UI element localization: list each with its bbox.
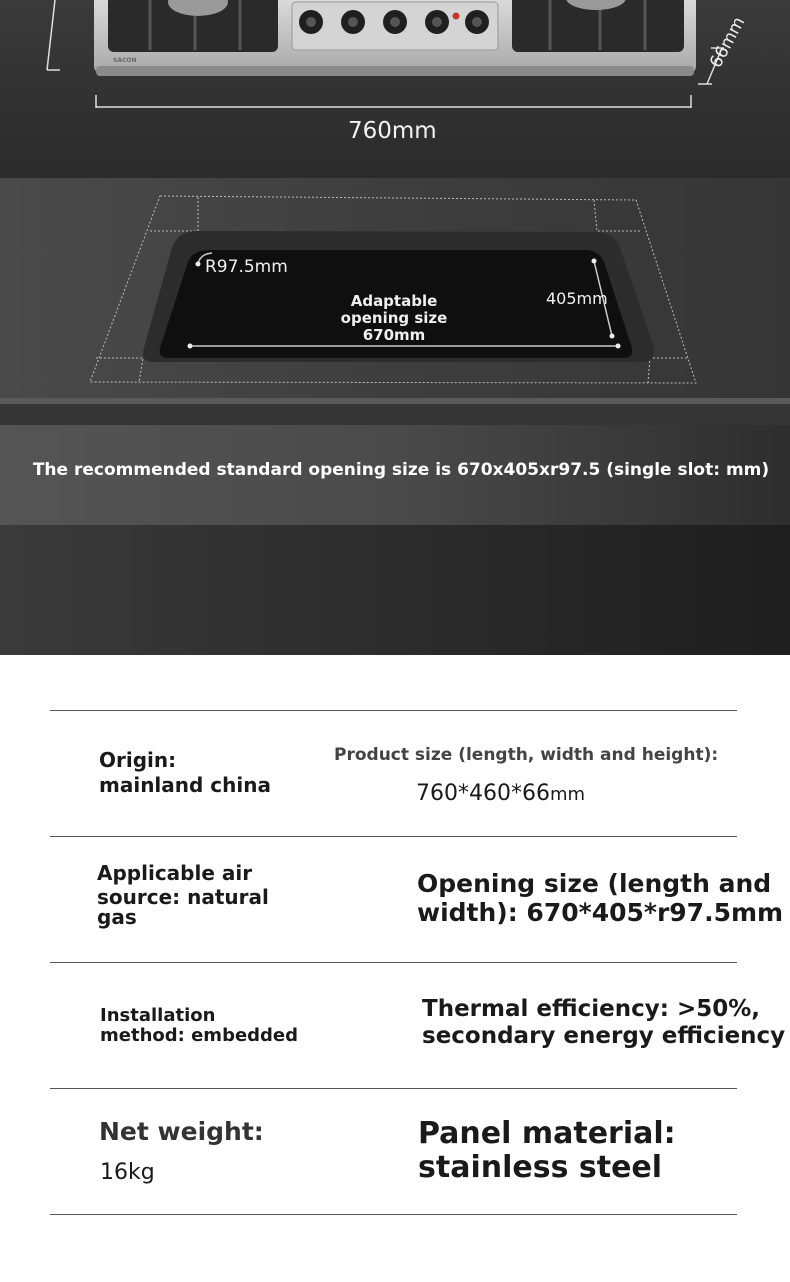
divider: [50, 962, 737, 963]
adaptable-line-2: opening size: [340, 309, 448, 327]
opening-size-line-2: width): 670*405*r97.5mm: [417, 898, 784, 927]
origin-value: mainland china: [99, 773, 271, 797]
installation-line-2: method: embedded: [100, 1025, 299, 1046]
adaptable-opening-label: [325, 293, 463, 344]
gas-stove: [94, 0, 696, 76]
divider: [50, 836, 737, 837]
installation-line-1: Installation: [100, 1005, 216, 1026]
thermal-efficiency-line-1: Thermal efficiency: >50%,: [422, 996, 761, 1022]
brand-logo: SACON: [113, 57, 137, 64]
thermal-efficiency-line-2: secondary energy efficiency: [422, 1023, 786, 1049]
product-size-value: [416, 781, 585, 806]
product-size-unit: mm: [549, 784, 586, 805]
adaptable-line-3: 670mm: [362, 326, 426, 344]
specifications-table: [0, 655, 790, 1282]
height-dimension-label: 66mm: [706, 13, 750, 72]
air-source-line-3: gas: [97, 905, 137, 929]
air-source-line-1: Applicable air: [97, 861, 253, 885]
opening-depth-label: 405mm: [546, 289, 608, 308]
net-weight-label: Net weight:: [99, 1117, 264, 1146]
opening-size-line-1: Opening size (length and: [417, 869, 772, 898]
divider: [50, 710, 737, 711]
panel-material-line-2: stainless steel: [418, 1150, 663, 1185]
origin-label: Origin:: [99, 748, 177, 772]
net-weight-value: 16kg: [100, 1160, 155, 1185]
divider: [50, 1214, 737, 1215]
product-size-label: Product size (length, width and height):: [334, 745, 719, 765]
panel-material-line-1: Panel material:: [418, 1116, 676, 1151]
width-dimension-label: 760mm: [348, 118, 437, 144]
product-size-number: 760*460*66: [416, 781, 550, 806]
corner-radius-label: R97.5mm: [205, 257, 288, 277]
recommendation-banner-text: The recommended standard opening size is 670x405xr97.5 (single slot: mm): [32, 460, 770, 480]
air-source-line-2: source: natural: [97, 885, 269, 909]
divider: [50, 1088, 737, 1089]
adaptable-line-1: Adaptable: [350, 292, 438, 310]
